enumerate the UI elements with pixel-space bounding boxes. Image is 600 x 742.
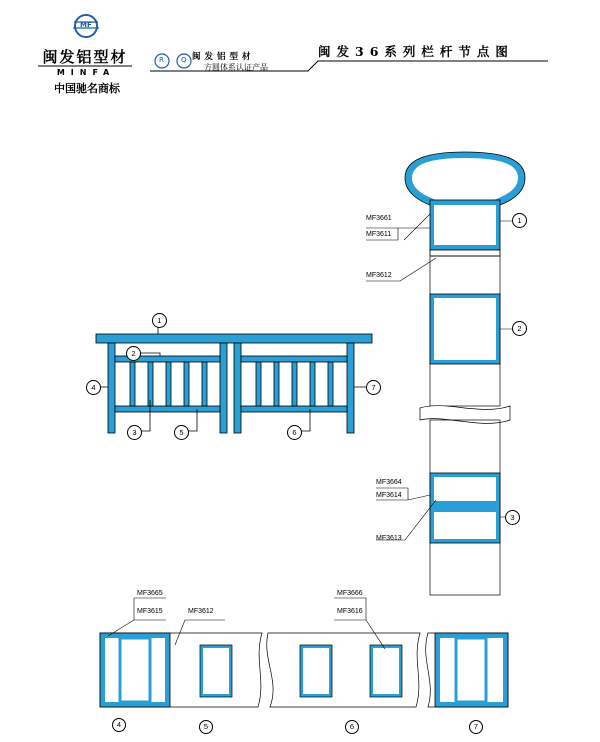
top-rail-right: [241, 356, 347, 362]
post-left: [108, 343, 115, 433]
label-mf3665: MF3665: [137, 590, 163, 597]
label-mf3666: MF3666: [337, 590, 363, 597]
label-mf3616: MF3616: [337, 608, 363, 615]
section-callout-1: 1: [512, 213, 527, 228]
bottom-callout-7: 7: [469, 720, 483, 734]
brand-latin: MINFA: [56, 68, 116, 77]
brand-chinese: 闽发铝型材: [42, 48, 128, 66]
handrail: [96, 334, 372, 343]
bottom-rail-right: [241, 406, 347, 412]
brand-slogan: 中国驰名商标: [54, 82, 120, 95]
page-title: 闽发36系列栏杆节点图: [318, 44, 514, 59]
section-callout-2: 2: [512, 321, 527, 336]
callout-1: 1: [152, 313, 167, 328]
callout-6: 6: [287, 425, 302, 440]
post-center-b: [234, 343, 241, 433]
post-right: [347, 343, 354, 433]
label-mf3664: MF3664: [376, 479, 402, 486]
label-mf3611: MF3611: [366, 231, 392, 238]
label-mf3612-bottom: MF3612: [188, 608, 214, 615]
bottom-callout-5: 5: [199, 720, 213, 734]
label-mf3661: MF3661: [366, 215, 392, 222]
post-center-a: [220, 343, 227, 433]
cert-line2: 方圆体系认证产品: [204, 63, 268, 72]
callout-5: 5: [174, 425, 189, 440]
section-callout-3: 3: [505, 510, 520, 525]
callout-3: 3: [127, 425, 142, 440]
label-mf3615: MF3615: [137, 608, 163, 615]
bottom-callout-6: 6: [345, 720, 359, 734]
cert-line1: 闽发铝型材: [192, 52, 255, 62]
bottom-rail-left: [115, 406, 220, 412]
logo-badge: MF: [80, 21, 92, 29]
balusters: [130, 362, 333, 406]
label-mf3614: MF3614: [376, 492, 402, 499]
cert-badge-q: Q: [181, 56, 187, 64]
callout-4: 4: [86, 380, 101, 395]
cert-badge-r: R: [159, 56, 164, 64]
label-mf3612: MF3612: [366, 272, 392, 279]
label-mf3613: MF3613: [376, 535, 402, 542]
railing-elevation: [96, 325, 372, 433]
callout-7: 7: [366, 380, 381, 395]
callout-2: 2: [126, 346, 141, 361]
bottom-callout-4: 4: [112, 718, 126, 732]
